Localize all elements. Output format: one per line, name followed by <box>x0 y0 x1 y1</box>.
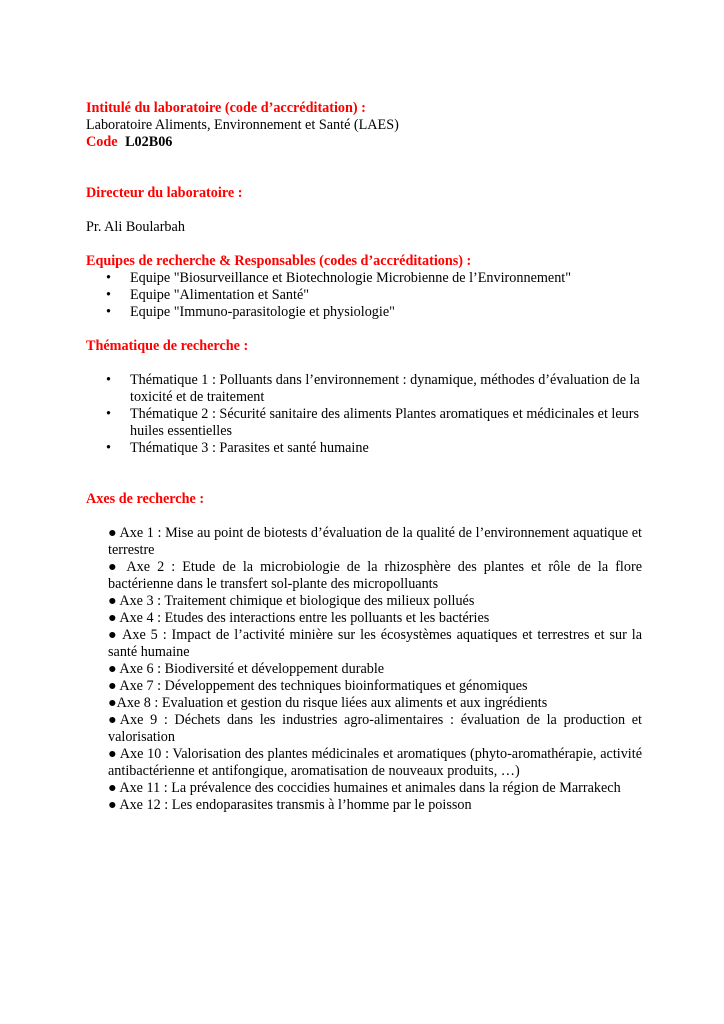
theme-item: • Thématique 3 : Parasites et santé humaine <box>106 440 369 456</box>
team-item: • Equipe "Immuno-parasitologie et physiologie" <box>106 304 395 320</box>
bullet-icon: • <box>106 304 111 320</box>
lab-code-line <box>86 134 642 151</box>
document-page <box>86 100 642 814</box>
axe-item: ● Axe 6 : Biodiversité et développement durable <box>108 661 385 677</box>
lab-code-label: Code <box>86 134 118 150</box>
bullet-icon: • <box>106 287 111 303</box>
bullet-icon: • <box>106 372 111 388</box>
axe-item: ● Axe 10 : Valorisation des plantes médicinales et aromatiques (phyto-aromathérapie, activité antibactérienne et antifongique, aromatisation de nouveaux produits, …) <box>108 746 642 779</box>
team-item: • Equipe "Alimentation et Santé" <box>106 287 310 303</box>
teams-list <box>86 270 642 321</box>
director-name: Pr. Ali Boularbah <box>86 219 185 235</box>
axe-item: ● Axe 5 : Impact de l’activité minière sur les écosystèmes aquatiques et terrestres et sur la santé humaine <box>108 627 642 660</box>
bullet-icon: • <box>106 406 111 422</box>
themes-heading: Thématique de recherche : <box>86 338 249 354</box>
theme-item: • Thématique 1 : Polluants dans l’environnement : dynamique, méthodes d’évaluation de la toxicité et de traitement <box>106 372 640 405</box>
teams-heading: Equipes de recherche & Responsables (codes d’accréditations) : <box>86 253 472 269</box>
axe-item: ● Axe 11 : La prévalence des coccidies humaines et animales dans la région de Marrakech <box>108 780 621 796</box>
axe-item: ● Axe 3 : Traitement chimique et biologique des milieux pollués <box>108 593 475 609</box>
themes-list <box>86 372 642 457</box>
team-item: • Equipe "Biosurveillance et Biotechnologie Microbienne de l’Environnement" <box>106 270 572 286</box>
director-heading: Directeur du laboratoire : <box>86 185 243 201</box>
bullet-icon: • <box>106 270 111 286</box>
axe-item: ● Axe 2 : Etude de la microbiologie de la rhizosphère des plantes et rôle de la flore bactérienne dans le transfert sol-plante des micropolluants <box>108 559 642 592</box>
axes-heading: Axes de recherche : <box>86 491 205 507</box>
axe-item: ●Axe 8 : Evaluation et gestion du risque liées aux aliments et aux ingrédients <box>108 695 548 711</box>
theme-item: • Thématique 2 : Sécurité sanitaire des aliments Plantes aromatiques et médicinales et leurs huiles essentielles <box>106 406 640 439</box>
lab-title-label: Intitulé du laboratoire (code d’accréditation) : <box>86 100 366 116</box>
axe-item: ● Axe 1 : Mise au point de biotests d’évaluation de la qualité de l’environnement aquatique et terrestre <box>108 525 642 558</box>
bullet-icon: • <box>106 440 111 456</box>
axe-item: ● Axe 12 : Les endoparasites transmis à l’homme par le poisson <box>108 797 472 813</box>
lab-code-value: L02B06 <box>125 134 173 150</box>
axe-item: ● Axe 7 : Développement des techniques bioinformatiques et génomiques <box>108 678 528 694</box>
lab-name: Laboratoire Aliments, Environnement et Santé (LAES) <box>86 117 399 133</box>
axe-item: ●Axe 9 : Déchets dans les industries agro-alimentaires : évaluation de la production et valorisation <box>108 712 642 745</box>
axes-list <box>86 525 642 814</box>
axe-item: ● Axe 4 : Etudes des interactions entre les polluants et les bactéries <box>108 610 490 626</box>
